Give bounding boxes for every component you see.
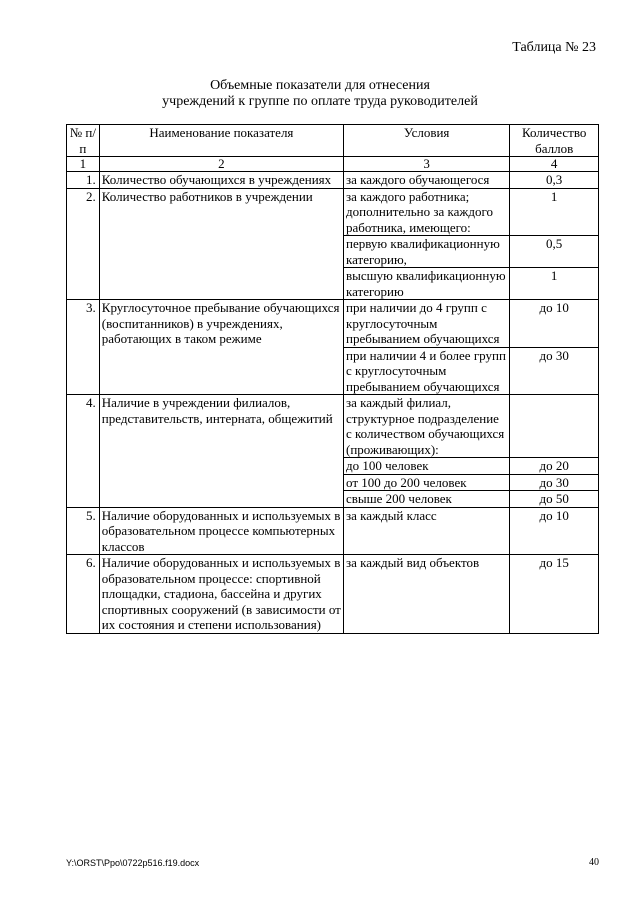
row-number: 4. — [67, 395, 100, 508]
table-title-line1: Объемные показатели для отнесения — [210, 78, 430, 93]
header-name: Наименование показателя — [99, 125, 343, 157]
table-title — [0, 78, 640, 110]
points: до 30 — [510, 474, 599, 491]
condition: за каждого работника; дополнительно за каждого работника, имеющего: — [344, 188, 510, 236]
indicator-name: Количество работников в учреждении — [99, 188, 343, 300]
column-number-row — [67, 157, 599, 172]
condition: за каждый вид объектов — [344, 555, 510, 634]
condition: за каждый класс — [344, 507, 510, 555]
header-points: Количество баллов — [510, 125, 599, 157]
header-num: № п/п — [67, 125, 100, 157]
indicator-name: Количество обучающихся в учреждениях — [99, 172, 343, 189]
condition: при наличии 4 и более групп с круглосуточным пребыванием обучающихся — [344, 347, 510, 395]
indicator-name: Круглосуточное пребывание обучающихся (воспитанников) в учреждениях, работающих в таком режиме — [99, 300, 343, 395]
col-number-1: 1 — [67, 157, 100, 172]
file-path-footer: Y:\ORST\Ppo\0722p516.f19.docx — [66, 858, 200, 868]
condition: первую квалификационную категорию, — [344, 236, 510, 268]
points: 1 — [510, 268, 599, 300]
row-number: 5. — [67, 507, 100, 555]
condition: высшую квалификационную категорию — [344, 268, 510, 300]
header-row — [67, 125, 599, 157]
points: до 30 — [510, 347, 599, 395]
table-row — [67, 395, 599, 458]
row-number: 6. — [67, 555, 100, 634]
points: до 10 — [510, 300, 599, 348]
table-row — [67, 188, 599, 236]
indicators-table — [66, 124, 599, 634]
page-number: 40 — [589, 857, 599, 868]
condition: при наличии до 4 групп с круглосуточным пребыванием обучающихся — [344, 300, 510, 348]
condition: до 100 человек — [344, 458, 510, 475]
condition: от 100 до 200 человек — [344, 474, 510, 491]
table-title-line2: учреждений к группе по оплате труда руководителей — [162, 94, 478, 109]
points: 0,3 — [510, 172, 599, 189]
points: до 15 — [510, 555, 599, 634]
header-conditions: Условия — [344, 125, 510, 157]
table-row — [67, 555, 599, 634]
row-number: 2. — [67, 188, 100, 300]
row-number: 3. — [67, 300, 100, 395]
table-row — [67, 172, 599, 189]
col-number-3: 3 — [344, 157, 510, 172]
col-number-4: 4 — [510, 157, 599, 172]
points: 1 — [510, 188, 599, 236]
row-number: 1. — [67, 172, 100, 189]
condition: за каждого обучающегося — [344, 172, 510, 189]
points: до 10 — [510, 507, 599, 555]
table-row — [67, 300, 599, 348]
points — [510, 395, 599, 458]
table-row — [67, 507, 599, 555]
indicator-name: Наличие оборудованных и используемых в образовательном процессе: спортивной площадки, стадиона, бассейна и других спортивных сооружений (в зависимости от их состояния и степени использования) — [99, 555, 343, 634]
indicator-name: Наличие оборудованных и используемых в образовательном процессе компьютерных классов — [99, 507, 343, 555]
col-number-2: 2 — [99, 157, 343, 172]
condition: свыше 200 человек — [344, 491, 510, 508]
points: до 20 — [510, 458, 599, 475]
points: до 50 — [510, 491, 599, 508]
indicator-name: Наличие в учреждении филиалов, представительств, интерната, общежитий — [99, 395, 343, 508]
condition: за каждый филиал, структурное подразделение с количеством обучающихся (проживающих): — [344, 395, 510, 458]
points: 0,5 — [510, 236, 599, 268]
table-number-label: Таблица № 23 — [512, 40, 596, 55]
